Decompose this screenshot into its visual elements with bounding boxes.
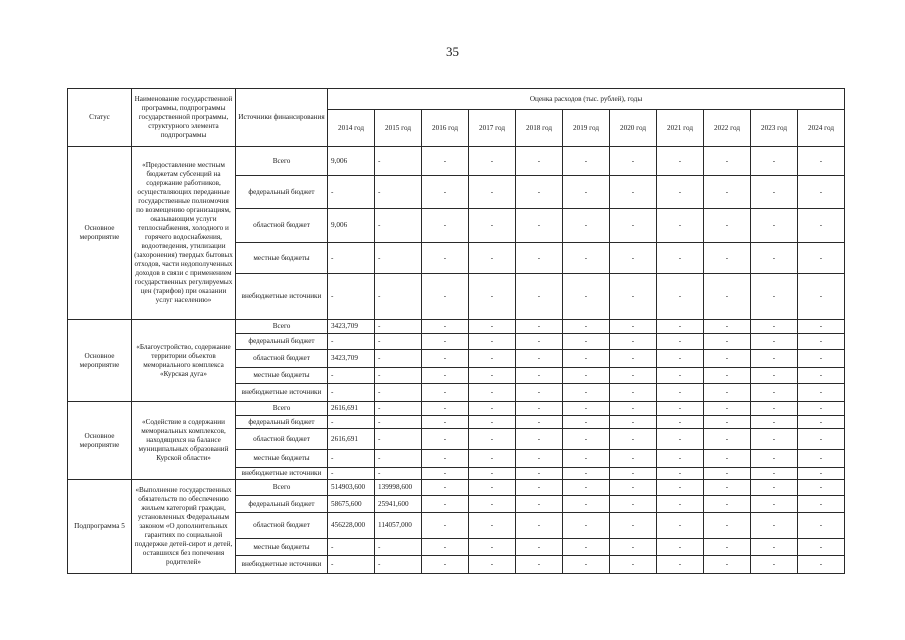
- value-cell: -: [751, 539, 798, 556]
- value-cell: -: [375, 402, 422, 416]
- value-cell: -: [563, 496, 610, 513]
- value-cell: -: [704, 468, 751, 480]
- value-cell: -: [563, 539, 610, 556]
- value-cell: -: [704, 513, 751, 539]
- value-cell: -: [422, 513, 469, 539]
- value-cell: 114057,000: [375, 513, 422, 539]
- value-cell: -: [563, 209, 610, 243]
- value-cell: -: [563, 334, 610, 350]
- table-row: [68, 320, 845, 334]
- value-cell: -: [704, 368, 751, 384]
- value-cell: -: [798, 480, 845, 496]
- value-cell: -: [657, 368, 704, 384]
- value-cell: -: [516, 334, 563, 350]
- value-cell: -: [563, 350, 610, 368]
- value-cell: -: [516, 176, 563, 209]
- value-cell: -: [375, 176, 422, 209]
- value-cell: -: [469, 513, 516, 539]
- value-cell: -: [328, 450, 375, 468]
- header-year: 2014 год: [328, 110, 375, 147]
- value-cell: -: [657, 429, 704, 450]
- funding-source: федеральный бюджет: [236, 176, 328, 209]
- value-cell: -: [469, 480, 516, 496]
- value-cell: -: [375, 416, 422, 429]
- value-cell: -: [610, 243, 657, 274]
- value-cell: -: [657, 539, 704, 556]
- value-cell: -: [516, 243, 563, 274]
- value-cell: -: [469, 402, 516, 416]
- value-cell: -: [798, 539, 845, 556]
- block-status: Основное мероприятие: [68, 147, 132, 320]
- value-cell: -: [704, 539, 751, 556]
- value-cell: -: [516, 416, 563, 429]
- value-cell: -: [657, 274, 704, 320]
- value-cell: -: [798, 556, 845, 574]
- value-cell: -: [375, 320, 422, 334]
- value-cell: -: [516, 209, 563, 243]
- value-cell: -: [704, 556, 751, 574]
- value-cell: -: [516, 556, 563, 574]
- value-cell: -: [516, 384, 563, 402]
- value-cell: -: [610, 350, 657, 368]
- header-year: 2024 год: [798, 110, 845, 147]
- value-cell: -: [704, 450, 751, 468]
- value-cell: -: [469, 416, 516, 429]
- value-cell: 2616,691: [328, 402, 375, 416]
- value-cell: -: [798, 243, 845, 274]
- value-cell: -: [422, 468, 469, 480]
- value-cell: -: [563, 402, 610, 416]
- value-cell: -: [751, 480, 798, 496]
- value-cell: -: [469, 350, 516, 368]
- value-cell: -: [469, 209, 516, 243]
- funding-source: Всего: [236, 147, 328, 176]
- value-cell: -: [610, 468, 657, 480]
- value-cell: -: [704, 320, 751, 334]
- value-cell: -: [751, 243, 798, 274]
- header-year: 2021 год: [657, 110, 704, 147]
- value-cell: -: [610, 416, 657, 429]
- value-cell: -: [375, 556, 422, 574]
- value-cell: -: [516, 350, 563, 368]
- header-status: Статус: [68, 89, 132, 147]
- value-cell: -: [657, 320, 704, 334]
- value-cell: -: [657, 496, 704, 513]
- funding-source: внебюджетные источники: [236, 384, 328, 402]
- value-cell: 9,006: [328, 209, 375, 243]
- funding-source: федеральный бюджет: [236, 416, 328, 429]
- value-cell: -: [563, 274, 610, 320]
- value-cell: -: [422, 402, 469, 416]
- funding-source: местные бюджеты: [236, 539, 328, 556]
- value-cell: -: [375, 384, 422, 402]
- value-cell: -: [563, 384, 610, 402]
- value-cell: -: [469, 496, 516, 513]
- value-cell: -: [657, 147, 704, 176]
- table-row: [68, 402, 845, 416]
- value-cell: -: [375, 539, 422, 556]
- value-cell: -: [751, 147, 798, 176]
- value-cell: -: [375, 450, 422, 468]
- value-cell: -: [469, 243, 516, 274]
- value-cell: -: [469, 320, 516, 334]
- value-cell: -: [798, 429, 845, 450]
- table-row: [68, 147, 845, 176]
- value-cell: -: [516, 468, 563, 480]
- value-cell: -: [563, 147, 610, 176]
- value-cell: -: [798, 350, 845, 368]
- header-estimate: Оценка расходов (тыс. рублей), годы: [328, 89, 845, 110]
- funding-source: внебюджетные источники: [236, 468, 328, 480]
- value-cell: -: [657, 402, 704, 416]
- value-cell: -: [469, 334, 516, 350]
- value-cell: -: [375, 468, 422, 480]
- block-status: Основное мероприятие: [68, 402, 132, 480]
- value-cell: -: [375, 350, 422, 368]
- value-cell: -: [610, 513, 657, 539]
- value-cell: -: [469, 468, 516, 480]
- value-cell: -: [469, 368, 516, 384]
- header-year: 2016 год: [422, 110, 469, 147]
- value-cell: -: [751, 556, 798, 574]
- value-cell: -: [516, 513, 563, 539]
- funding-source: Всего: [236, 480, 328, 496]
- value-cell: -: [375, 429, 422, 450]
- value-cell: -: [704, 429, 751, 450]
- funding-source: Всего: [236, 402, 328, 416]
- page-number: 35: [446, 44, 459, 59]
- value-cell: -: [704, 147, 751, 176]
- value-cell: -: [469, 429, 516, 450]
- value-cell: -: [516, 402, 563, 416]
- value-cell: -: [563, 368, 610, 384]
- value-cell: -: [704, 480, 751, 496]
- funding-source: областной бюджет: [236, 350, 328, 368]
- value-cell: -: [610, 209, 657, 243]
- value-cell: -: [422, 274, 469, 320]
- value-cell: -: [328, 468, 375, 480]
- value-cell: -: [751, 320, 798, 334]
- value-cell: -: [422, 176, 469, 209]
- value-cell: -: [798, 320, 845, 334]
- value-cell: -: [422, 243, 469, 274]
- value-cell: -: [657, 384, 704, 402]
- value-cell: -: [657, 334, 704, 350]
- value-cell: -: [328, 539, 375, 556]
- value-cell: -: [704, 334, 751, 350]
- funding-source: местные бюджеты: [236, 368, 328, 384]
- block-name: «Благоустройство, содержание территории объектов мемориального комплекса «Курская дуга»: [132, 320, 236, 402]
- value-cell: -: [704, 384, 751, 402]
- value-cell: -: [375, 368, 422, 384]
- block-name: «Предоставление местным бюджетам субсенций на содержание работников, осуществляющих переданные государственные полномочия по возмещению организациям, оказывающим услуги теплоснабжения, холодного и горячего водоснабжения, водоотведения, утилизации (захоронения) твердых бытовых отходов, части недополученных доходов в связи с применением государственных регулируемых цен (тарифов) при оказании услуг населению»: [132, 147, 236, 320]
- value-cell: -: [798, 416, 845, 429]
- value-cell: -: [704, 176, 751, 209]
- value-cell: 2616,691: [328, 429, 375, 450]
- table-row: [68, 480, 845, 496]
- funding-source: Всего: [236, 320, 328, 334]
- value-cell: -: [657, 243, 704, 274]
- block-name: «Выполнение государственных обязательств по обеспечению жильем категорий граждан, установленных Федеральным законом «О дополнительных гарантиях по социальной поддержке детей-сирот и детей, оставшихся без попечения родителей»: [132, 480, 236, 574]
- value-cell: -: [657, 450, 704, 468]
- financing-table: [67, 88, 845, 574]
- funding-source: местные бюджеты: [236, 243, 328, 274]
- value-cell: -: [610, 496, 657, 513]
- value-cell: -: [328, 368, 375, 384]
- value-cell: -: [704, 350, 751, 368]
- value-cell: -: [798, 402, 845, 416]
- value-cell: -: [375, 147, 422, 176]
- value-cell: 456228,000: [328, 513, 375, 539]
- value-cell: -: [516, 496, 563, 513]
- value-cell: -: [798, 274, 845, 320]
- value-cell: -: [657, 209, 704, 243]
- value-cell: -: [563, 243, 610, 274]
- value-cell: -: [328, 176, 375, 209]
- value-cell: -: [516, 368, 563, 384]
- value-cell: -: [657, 350, 704, 368]
- value-cell: -: [798, 468, 845, 480]
- value-cell: -: [563, 468, 610, 480]
- header-sources: Источники финансирования: [236, 89, 328, 147]
- value-cell: -: [704, 402, 751, 416]
- funding-source: внебюджетные источники: [236, 274, 328, 320]
- value-cell: -: [704, 496, 751, 513]
- value-cell: -: [375, 243, 422, 274]
- value-cell: -: [657, 513, 704, 539]
- value-cell: -: [751, 429, 798, 450]
- value-cell: -: [422, 429, 469, 450]
- block-status: Основное мероприятие: [68, 320, 132, 402]
- value-cell: -: [516, 539, 563, 556]
- value-cell: -: [657, 468, 704, 480]
- value-cell: -: [422, 496, 469, 513]
- value-cell: -: [422, 350, 469, 368]
- value-cell: -: [610, 429, 657, 450]
- header-name: Наименование государственной программы, подпрограммы государственной программы, структурного элемента подпрограммы: [132, 89, 236, 147]
- value-cell: -: [469, 274, 516, 320]
- value-cell: -: [469, 450, 516, 468]
- value-cell: -: [798, 176, 845, 209]
- value-cell: -: [328, 416, 375, 429]
- header-year: 2017 год: [469, 110, 516, 147]
- value-cell: -: [563, 513, 610, 539]
- value-cell: -: [798, 496, 845, 513]
- header-year: 2023 год: [751, 110, 798, 147]
- value-cell: -: [751, 468, 798, 480]
- value-cell: -: [751, 416, 798, 429]
- value-cell: -: [610, 402, 657, 416]
- header-year: 2018 год: [516, 110, 563, 147]
- value-cell: -: [375, 334, 422, 350]
- value-cell: -: [375, 209, 422, 243]
- value-cell: -: [704, 243, 751, 274]
- value-cell: -: [610, 176, 657, 209]
- funding-source: местные бюджеты: [236, 450, 328, 468]
- value-cell: -: [563, 450, 610, 468]
- value-cell: -: [469, 147, 516, 176]
- value-cell: -: [563, 429, 610, 450]
- value-cell: -: [422, 320, 469, 334]
- value-cell: -: [751, 384, 798, 402]
- value-cell: -: [563, 320, 610, 334]
- value-cell: -: [563, 480, 610, 496]
- value-cell: -: [469, 539, 516, 556]
- block-name: «Содействие в содержании мемориальных комплексов, находящихся на балансе муниципальных образований Курской области»: [132, 402, 236, 480]
- value-cell: -: [516, 320, 563, 334]
- value-cell: -: [751, 274, 798, 320]
- funding-source: областной бюджет: [236, 209, 328, 243]
- value-cell: -: [798, 334, 845, 350]
- value-cell: 58675,600: [328, 496, 375, 513]
- value-cell: -: [704, 416, 751, 429]
- value-cell: -: [610, 480, 657, 496]
- value-cell: -: [328, 243, 375, 274]
- value-cell: -: [422, 209, 469, 243]
- value-cell: 514903,600: [328, 480, 375, 496]
- value-cell: -: [516, 450, 563, 468]
- value-cell: -: [516, 274, 563, 320]
- value-cell: -: [563, 556, 610, 574]
- value-cell: -: [657, 556, 704, 574]
- funding-source: областной бюджет: [236, 429, 328, 450]
- value-cell: -: [610, 368, 657, 384]
- value-cell: -: [422, 450, 469, 468]
- value-cell: -: [657, 480, 704, 496]
- value-cell: -: [704, 274, 751, 320]
- funding-source: федеральный бюджет: [236, 496, 328, 513]
- value-cell: -: [516, 429, 563, 450]
- block-status: Подпрограмма 5: [68, 480, 132, 574]
- value-cell: -: [657, 176, 704, 209]
- funding-source: внебюджетные источники: [236, 556, 328, 574]
- value-cell: -: [422, 480, 469, 496]
- header-row: [68, 89, 845, 110]
- value-cell: -: [798, 513, 845, 539]
- value-cell: -: [563, 416, 610, 429]
- value-cell: -: [751, 368, 798, 384]
- value-cell: -: [516, 147, 563, 176]
- value-cell: -: [422, 416, 469, 429]
- value-cell: -: [610, 539, 657, 556]
- header-year: 2020 год: [610, 110, 657, 147]
- value-cell: 3423,709: [328, 320, 375, 334]
- value-cell: -: [469, 556, 516, 574]
- value-cell: -: [610, 384, 657, 402]
- header-year: 2015 год: [375, 110, 422, 147]
- value-cell: -: [422, 147, 469, 176]
- header-year: 2019 год: [563, 110, 610, 147]
- value-cell: -: [563, 176, 610, 209]
- value-cell: -: [610, 320, 657, 334]
- value-cell: -: [751, 350, 798, 368]
- value-cell: -: [516, 480, 563, 496]
- value-cell: -: [798, 368, 845, 384]
- value-cell: -: [751, 450, 798, 468]
- value-cell: -: [798, 384, 845, 402]
- value-cell: -: [798, 147, 845, 176]
- value-cell: -: [751, 209, 798, 243]
- value-cell: -: [610, 147, 657, 176]
- value-cell: -: [422, 334, 469, 350]
- value-cell: 3423,709: [328, 350, 375, 368]
- value-cell: -: [422, 539, 469, 556]
- value-cell: -: [422, 384, 469, 402]
- funding-source: федеральный бюджет: [236, 334, 328, 350]
- value-cell: -: [704, 209, 751, 243]
- value-cell: -: [610, 334, 657, 350]
- value-cell: 9,006: [328, 147, 375, 176]
- value-cell: -: [328, 556, 375, 574]
- value-cell: -: [469, 176, 516, 209]
- value-cell: 25941,600: [375, 496, 422, 513]
- value-cell: -: [751, 402, 798, 416]
- value-cell: -: [751, 334, 798, 350]
- value-cell: -: [469, 384, 516, 402]
- value-cell: -: [610, 556, 657, 574]
- value-cell: -: [751, 513, 798, 539]
- value-cell: -: [610, 450, 657, 468]
- value-cell: -: [798, 209, 845, 243]
- value-cell: -: [751, 496, 798, 513]
- value-cell: -: [328, 384, 375, 402]
- value-cell: 139998,600: [375, 480, 422, 496]
- header-year: 2022 год: [704, 110, 751, 147]
- value-cell: -: [422, 556, 469, 574]
- value-cell: -: [422, 368, 469, 384]
- value-cell: -: [328, 334, 375, 350]
- value-cell: -: [798, 450, 845, 468]
- value-cell: -: [610, 274, 657, 320]
- value-cell: -: [375, 274, 422, 320]
- value-cell: -: [328, 274, 375, 320]
- value-cell: -: [657, 416, 704, 429]
- value-cell: -: [751, 176, 798, 209]
- funding-source: областной бюджет: [236, 513, 328, 539]
